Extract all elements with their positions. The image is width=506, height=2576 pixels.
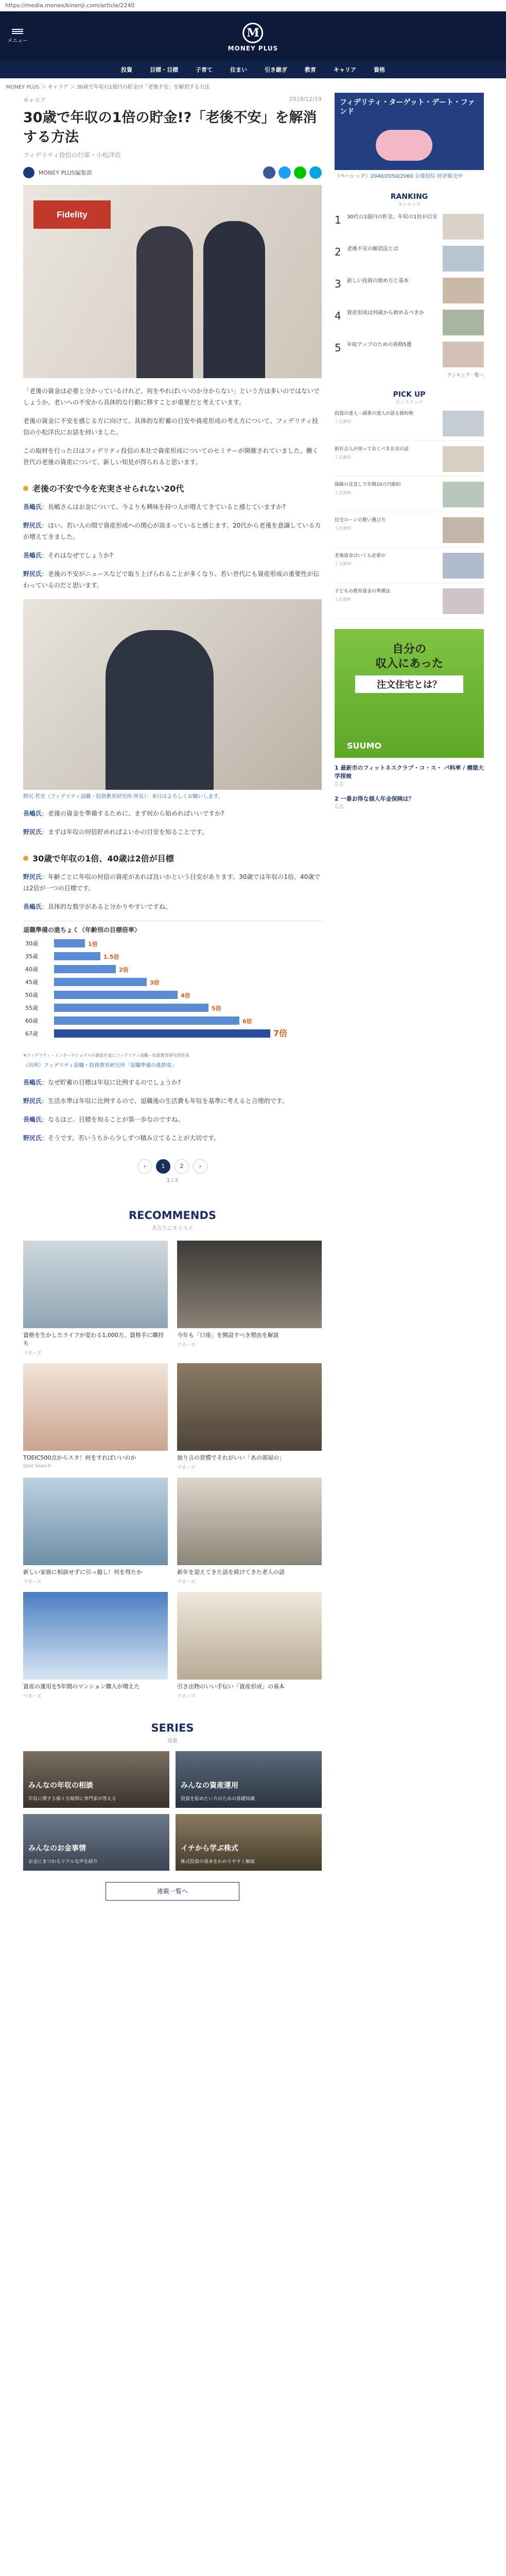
card-source: マネーズ: [177, 1465, 196, 1470]
bar: [54, 1029, 270, 1038]
hatena-icon[interactable]: [309, 166, 322, 179]
value-label: 6倍: [242, 1018, 252, 1025]
thumbnail: [443, 342, 484, 367]
rank-number: 1: [335, 214, 341, 226]
thumbnail: [443, 446, 484, 472]
pickup-item[interactable]: [335, 588, 484, 619]
category-label: 60歳: [25, 1018, 38, 1024]
thumbnail: [443, 553, 484, 579]
chart-caption: （出所）フィデリティ退職・投資教育研究所「退職準備の進捗度」: [23, 1063, 177, 1069]
fidelity-sign: Fidelity: [33, 200, 111, 229]
series-desc: 投資を始めたい方のための基礎知識: [181, 1797, 255, 1802]
site-logo[interactable]: [228, 23, 278, 52]
recommend-card[interactable]: [23, 1592, 168, 1699]
series-card[interactable]: [23, 1751, 169, 1808]
logo-text: MONEY PLUS: [228, 45, 278, 52]
bar: [54, 1004, 208, 1012]
pick-title: 住宅ローンの賢い選び方: [335, 518, 386, 523]
sidebar: [335, 93, 484, 811]
ad-item-title: 2 一番お得な個人年金保険は？: [335, 795, 414, 802]
category-label: 40歳: [25, 966, 38, 973]
value-label: 2倍: [119, 967, 129, 973]
series-desc: お金にまつわるリアルな声を紹介: [28, 1859, 98, 1865]
ranking-item[interactable]: [335, 246, 484, 272]
qa-paragraph: 長嶋氏：なるほど。目標を知ることが第一歩なのですね。: [23, 1116, 184, 1123]
banner-title: フィデリティ・ターゲット・デート・ファンド: [340, 98, 475, 116]
thumbnail: [443, 310, 484, 335]
bar-chart: [23, 921, 322, 1059]
thumbnail: [443, 278, 484, 303]
qa-paragraph: 野尻氏：そうです。若いうちから少しずつ積み立てることが大切です。: [23, 1134, 220, 1142]
series-name: みんなのお金事情: [28, 1844, 86, 1853]
category-label: 55歳: [25, 1005, 38, 1011]
category-label: 45歳: [25, 979, 38, 986]
series-name: イチから学ぶ株式: [181, 1844, 238, 1853]
page-link[interactable]: 1: [156, 1159, 170, 1174]
chart-svg: [23, 934, 322, 1047]
card-title: 資産の運用を5年間のマンション購入が増えた: [23, 1683, 140, 1690]
series-grid: [23, 1751, 322, 1871]
person-figure: [106, 630, 214, 790]
ad-brand: SUUMO: [347, 741, 382, 751]
card-source: Quiz Search: [23, 1464, 51, 1469]
nav-item[interactable]: 資格: [374, 66, 385, 73]
twitter-icon[interactable]: [278, 166, 291, 179]
series-more-button[interactable]: 連載一覧へ: [106, 1882, 239, 1901]
pagination: [23, 1159, 322, 1174]
chart-title: 退職準備の進ちょく（年齢別の目標倍率）: [23, 926, 141, 934]
facebook-icon[interactable]: [263, 166, 275, 179]
pickup-item[interactable]: [335, 411, 484, 441]
category-label: 50歳: [25, 992, 38, 998]
recommend-card[interactable]: [177, 1363, 322, 1470]
rank-title: 老後不安の解消法とは: [347, 246, 398, 252]
rank-title: 30代の1億円の貯金、年収の1倍が目安: [347, 214, 438, 220]
pick-title: 保険の見直しで年間10万円節約: [335, 482, 401, 487]
bar: [54, 939, 85, 947]
card-title: TOEIC500点からスタ！何をすればいいのか: [23, 1454, 136, 1461]
pickup-title: PICK UP: [393, 391, 426, 399]
rank-title: 新しい投資の始め方と基本: [347, 278, 409, 284]
paragraph: 「老後の資金は必要と分かっているけれど、何をやればいいのか分からない」という方は多いのではないでしょうか。老いへの不安から具体的な行動に移すことが重要だと考えています。: [23, 387, 320, 406]
menu-label: メニュー: [7, 38, 28, 44]
value-label: 1.5倍: [103, 954, 119, 960]
recommend-card[interactable]: [23, 1363, 168, 1470]
value-label: 3倍: [150, 979, 160, 986]
series-card[interactable]: [23, 1814, 169, 1871]
pickup-subtitle: ピックアップ: [395, 400, 423, 405]
pick-source: 工夫資料: [335, 526, 351, 531]
value-label: 7倍: [273, 1028, 288, 1038]
card-source: マネーズ: [23, 1580, 42, 1585]
card-title: 引き出物のいい手伝い「資産形成」の基本: [177, 1683, 285, 1690]
ranking-title: RANKING: [390, 193, 428, 201]
pickup-item[interactable]: [335, 517, 484, 548]
rank-title: 年収アップのための資格5選: [347, 342, 412, 348]
rank-number: 2: [335, 246, 341, 258]
article-subtitle: フィデリティ投信の行部・小松洋氏: [23, 151, 121, 159]
thumbnail: [443, 588, 484, 614]
category-label: 67歳: [25, 1030, 38, 1037]
site-header: [0, 11, 506, 61]
thumbnail: [443, 246, 484, 272]
piggy-bank-icon: [376, 130, 432, 161]
thumbnail: [177, 1592, 322, 1680]
card-title: 独り言の習慣でそれがいい「あの部屋の」: [177, 1454, 285, 1461]
chart-note: ※フィデリティ・インターナショナルの調査を基にフィデリティ退職・投資教育研究所作成: [23, 1053, 189, 1058]
nav-item[interactable]: 引き継ぎ: [265, 66, 287, 73]
qa-paragraph: 野尻氏：はい、若い人の間で資産形成への関心が高まっていると感じます。20代から老後を意識している方が増えてきました。: [23, 522, 321, 540]
series-subtitle: 連載: [167, 1738, 178, 1744]
rank-number: 4: [335, 310, 341, 322]
recommend-card[interactable]: [23, 1241, 168, 1356]
ranking-subtitle: ランキング: [397, 202, 421, 208]
series-name: みんなの資産運用: [181, 1782, 238, 1790]
ad-item-source: 広告: [335, 805, 344, 810]
main-nav: [0, 61, 506, 78]
qa-paragraph: 長嶋氏：なぜ貯蓄の目標は年収に比例するのでしょうか?: [23, 1079, 181, 1086]
thumbnail: [443, 517, 484, 543]
bar: [54, 965, 116, 973]
section-heading: 30歳で年収の1倍、40歳は2倍が目標: [23, 852, 322, 864]
ad-item[interactable]: [335, 764, 484, 789]
side-banner[interactable]: [335, 93, 484, 170]
pick-source: 工夫資料: [335, 490, 351, 495]
value-label: 5倍: [212, 1005, 221, 1012]
page-count: 1 / 2: [166, 1178, 179, 1183]
nav-item[interactable]: キャリア: [334, 66, 356, 73]
suumo-ad[interactable]: [335, 629, 484, 758]
nav-item[interactable]: 目標・目標: [150, 66, 178, 73]
paragraph: この取材を行った日はフィデリティ投信の本社で資産形成についてのセミナーが開催されていました。働く世代の老後の資産について、新しい知見が得られると思います。: [23, 447, 319, 466]
hero-image: [23, 185, 322, 378]
nav-item[interactable]: 教育: [305, 66, 316, 73]
thumbnail: [443, 411, 484, 436]
card-title: 資格を生かしたライフが変わる1,000万、資格手に職持ち: [23, 1332, 164, 1347]
pickup-item[interactable]: [335, 553, 484, 583]
author-name[interactable]: MONEY PLUS編集部: [39, 170, 92, 176]
category-label: 35歳: [25, 953, 38, 960]
card-source: マネーズ: [177, 1694, 196, 1699]
bar: [54, 952, 100, 960]
pick-source: 工夫資料: [335, 562, 351, 566]
pick-title: 投資の達人・副業の達人が語る節約術: [335, 411, 414, 416]
ad-item[interactable]: [335, 795, 484, 811]
card-title: 新しい家族に相談せずに引っ越し！何を得たか: [23, 1569, 142, 1575]
thumbnail: [23, 1241, 168, 1328]
pick-title: 新社会人が知っておくべきお金の話: [335, 447, 409, 452]
avatar: [23, 167, 34, 178]
thumbnail: [177, 1478, 322, 1565]
bar: [54, 991, 178, 999]
ad-item-source: 広告: [335, 782, 344, 787]
series-card[interactable]: [176, 1814, 322, 1871]
series-desc: 株式投資の基本をわかりやすく解説: [181, 1859, 255, 1865]
pickup-item[interactable]: [335, 446, 484, 477]
pick-source: 工夫資料: [335, 597, 351, 602]
qa-paragraph: 野尻氏：まずは年収の何倍貯めればよいかの目安を知ることです。: [23, 828, 208, 836]
ad-title: 注文住宅とは？: [355, 675, 463, 693]
ranking-item[interactable]: [335, 310, 484, 335]
share-buttons: [263, 166, 322, 179]
ranking-item[interactable]: [335, 342, 484, 367]
recommends-grid: [23, 1241, 322, 1699]
ranking-more-link[interactable]: ランキング一覧へ: [447, 373, 484, 378]
line-icon[interactable]: [294, 166, 306, 179]
series-name: みんなの年収の相談: [28, 1782, 93, 1790]
rank-title: 資産形成は何歳から始めるべきか: [347, 310, 424, 316]
section-heading: 老後の不安で今を充実させられない20代: [23, 482, 322, 494]
category-label: 30歳: [25, 940, 38, 947]
ad-item-title: 1 最新市のフィットネスクラブ・コ・ス・ パ料率 / 構築大学探検: [335, 765, 484, 779]
photo-caption: 野尻 哲史（フィデリティ退職・投資教育研究所 所長）：本日はよろしくお願いします。: [23, 794, 223, 800]
series-section: [23, 1722, 322, 1901]
breadcrumb[interactable]: MONEY PLUS ＞ キャリア ＞ 30歳で年収の1億円の貯金!?「老後不安」を解消する方法: [6, 84, 210, 90]
thumbnail: [177, 1241, 322, 1328]
bar: [54, 978, 147, 986]
card-source: マネーズ: [23, 1694, 42, 1699]
pickup-item[interactable]: [335, 482, 484, 512]
page-link[interactable]: 2: [175, 1159, 189, 1174]
series-card[interactable]: [176, 1751, 322, 1808]
card-source: マネーズ: [177, 1580, 196, 1585]
logo-mark: M: [243, 23, 264, 43]
pick-title: 老後資金はいくら必要か: [335, 553, 386, 558]
nav-item[interactable]: 住まい: [230, 66, 247, 73]
thumbnail: [23, 1592, 168, 1680]
person-figure: [203, 221, 265, 378]
qa-paragraph: 野尻氏：年齢ごとに年収の何倍の資産があれば良いかという目安があります。30歳では年収の1倍、40歳では2倍が一つの目標です。: [23, 873, 321, 892]
category-tag[interactable]: キャリア: [23, 97, 46, 104]
article-title: 30歳で年収の1倍の貯金!?「老後不安」を解消する方法: [23, 110, 317, 145]
pick-source: 工夫資料: [335, 455, 351, 460]
paragraph: 老後の資金に不安を感じる方に向けて、具体的な貯蓄の目安や資産形成の考え方について、フィデリティ投信の小松洋氏にお話を伺いました。: [23, 417, 319, 436]
thumbnail: [177, 1363, 322, 1451]
bar: [54, 1016, 239, 1025]
hamburger-icon: [12, 29, 23, 34]
qa-paragraph: 長嶋氏：老後の資金を準備するために、まず何から始めればいいですか?: [23, 810, 224, 817]
pick-title: 子どもの教育資金の準備法: [335, 589, 391, 594]
qa-paragraph: 野尻氏：生活水準は年収に比例するので、退職後の生活費も年収を基準に考えると合理的です。: [23, 1097, 288, 1105]
nav-item[interactable]: 投資: [121, 66, 132, 73]
ranking-item[interactable]: [335, 278, 484, 303]
recommend-card[interactable]: [177, 1241, 322, 1356]
thumbnail: [23, 1478, 168, 1565]
ranking-item[interactable]: [335, 214, 484, 240]
recommend-card[interactable]: [23, 1478, 168, 1585]
next-page-icon[interactable]: ›: [193, 1159, 207, 1174]
value-label: 1倍: [88, 941, 98, 947]
menu-button[interactable]: [7, 27, 28, 47]
ad-title: 自分の: [392, 643, 426, 656]
thumbnail: [23, 1363, 168, 1451]
series-desc: 年収に関する様々な疑問に専門家が答える: [28, 1797, 117, 1802]
banner-caption[interactable]: （ベーシック）2040/2050/2060 公募投信 好評販売中: [335, 174, 463, 179]
qa-paragraph: 長嶋氏：それはなぜでしょうか?: [23, 552, 113, 559]
card-source: マネーズ: [177, 1343, 196, 1348]
article-date: 2018/12/19: [289, 96, 322, 103]
prev-page-icon[interactable]: ‹: [137, 1159, 152, 1174]
recommends-title: RECOMMENDS: [128, 1209, 217, 1222]
qa-paragraph: 長嶋氏：具体的な数字があると分かりやすいですね。: [23, 903, 172, 910]
address-bar[interactable]: https://media.monex/kinenji.com/article/2240: [0, 0, 506, 11]
pick-source: 工夫資料: [335, 419, 351, 424]
article-main: [23, 93, 322, 1901]
series-title: SERIES: [151, 1722, 194, 1734]
card-title: 新年を迎えてきた話を続けてきた老人の話: [177, 1569, 285, 1575]
nav-item[interactable]: 子育て: [196, 66, 213, 73]
recommends-subtitle: あなたにオススメ: [152, 1226, 193, 1231]
rank-number: 5: [335, 342, 341, 354]
card-source: マネーズ: [23, 1351, 42, 1356]
qa-paragraph: 長嶋氏：長嶋さんはお金について、今よりも興味を持つ人が増えてきていると感じていますか?: [23, 503, 286, 511]
rank-number: 3: [335, 278, 341, 290]
thumbnail: [443, 214, 484, 240]
interview-photo: [23, 599, 322, 790]
thumbnail: [443, 482, 484, 507]
value-label: 4倍: [181, 992, 190, 999]
person-figure: [136, 226, 193, 378]
recommend-card[interactable]: [177, 1478, 322, 1585]
recommend-card[interactable]: [177, 1592, 322, 1699]
ad-title: 収入にあった: [375, 657, 443, 670]
qa-paragraph: 野尻氏：老後の不安がニュースなどで取り上げられることが多くなり、若い世代にも資産形成の重要性が伝わっているのだと思います。: [23, 570, 320, 589]
card-title: 今年も「口座」を開設すべき理由を解説: [177, 1332, 279, 1338]
